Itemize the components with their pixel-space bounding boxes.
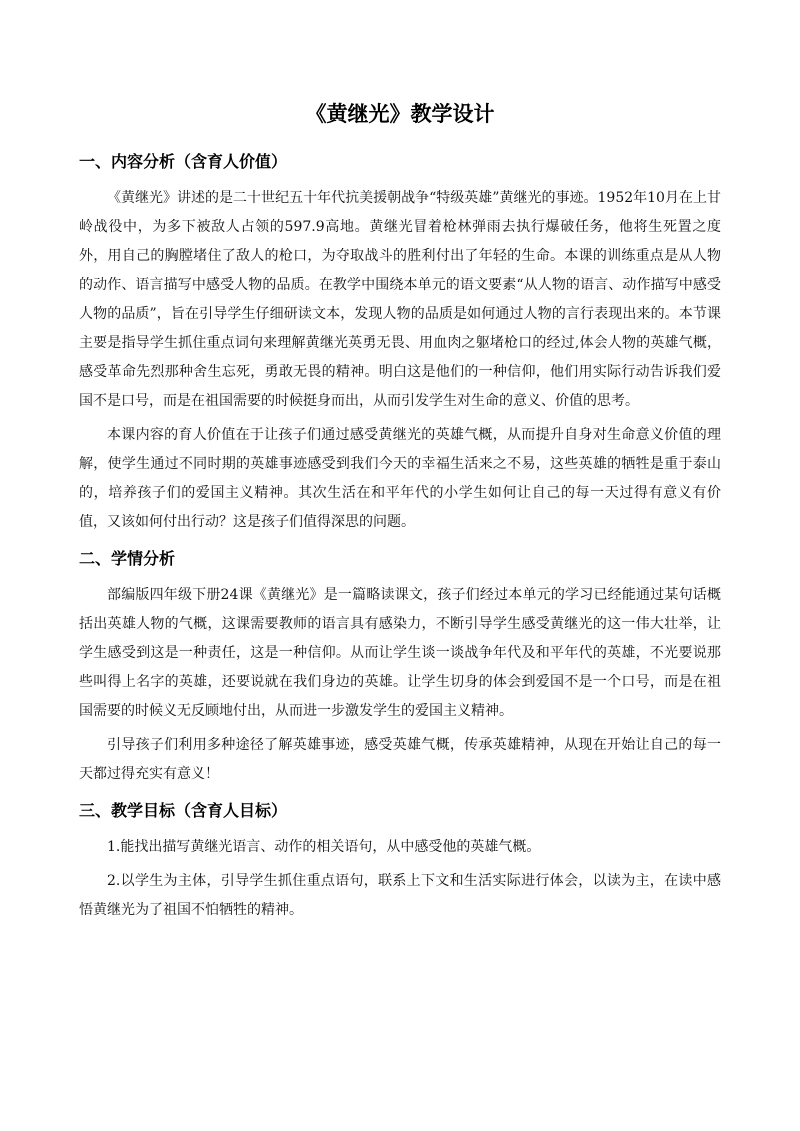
document-page: [79, 100, 721, 930]
section-heading: 二、学情分析: [79, 549, 176, 568]
objective-item: 2.以学生为主体，引导学生抓住重点语句，联系上下文和生活实际进行体会，以读为主，在读中感悟黄继光为了祖国不怕牺牲的精神。: [79, 873, 721, 918]
paragraph: 本课内容的育人价值在于让孩子们通过感受黄继光的英雄气概，从而提升自身对生命意义价值的理解，使学生通过不同时期的英雄事迹感受到我们今天的幸福生活来之不易，这些英雄的牺牲是重于泰山的，培养孩子们的爱国主义精神。其次生活在和平年代的小学生如何让自己的每一天过得有意义有价值，又该如何付出行动？这是孩子们值得深思的问题。: [79, 427, 721, 530]
section-teaching-objectives: [79, 799, 721, 925]
section-heading: 三、教学目标（含育人目标）: [79, 801, 288, 820]
document-title: 《黄继光》教学设计: [305, 102, 495, 126]
objective-item: 1.能找出描写黄继光语言、动作的相关语句，从中感受他的英雄气概。: [107, 839, 541, 855]
paragraph: 引导孩子们利用多种途径了解英雄事迹，感受英雄气概，传承英雄精神，从现在开始让自己的每一天都过得充实有意义！: [79, 737, 721, 782]
paragraph: 《黄继光》讲述的是二十世纪五十年代抗美援朝战争“特级英雄”黄继光的事迹。1952年10月在上甘岭战役中，为多下被敌人占领的597.9高地。黄继光冒着枪林弹雨去执行爆破任务，他将生死置之度外，用自己的胸膛堵住了敌人的枪口，为夺取战斗的胜利付出了年轻的生命。本课的训练重点是从人物的动作、语言描写中感受人物的品质。在教学中围绕本单元的语文要素“从人物的语言、动作描写中感受人物的品质”，旨在引导学生仔细研读文本，发现人物的品质是如何通过人物的言行表现出来的。本节课主要是指导学生抓住重点词句来理解黄继光英勇无畏、用血肉之躯堵枪口的经过,体会人物的英雄气概，感受革命先烈那种舍生忘死，勇敢无畏的精神。明白这是他们的一种信仰，他们用实际行动告诉我们爱国不是口号，而是在祖国需要的时候挺身而出，从而引发学生对生命的意义、价值的思考。: [79, 190, 721, 409]
section-content-analysis: [79, 150, 721, 537]
section-heading: 一、内容分析（含育人价值）: [79, 152, 288, 171]
section-learner-analysis: [79, 547, 721, 789]
paragraph: 部编版四年级下册24课《黄继光》是一篇略读课文，孩子们经过本单元的学习已经能通过某句话概括出英雄人物的气概，这课需要教师的语言具有感染力，不断引导学生感受黄继光的这一伟大壮举，让学生感受到这是一种责任，这是一种信仰。从而让学生谈一谈战争年代及和平年代的英雄，不光要说那些叫得上名字的英雄，还要说就在我们身边的英雄。让学生切身的体会到爱国不是一个口号，而是在祖国需要的时候义无反顾地付出，从而进一步激发学生的爱国主义精神。: [79, 587, 721, 719]
